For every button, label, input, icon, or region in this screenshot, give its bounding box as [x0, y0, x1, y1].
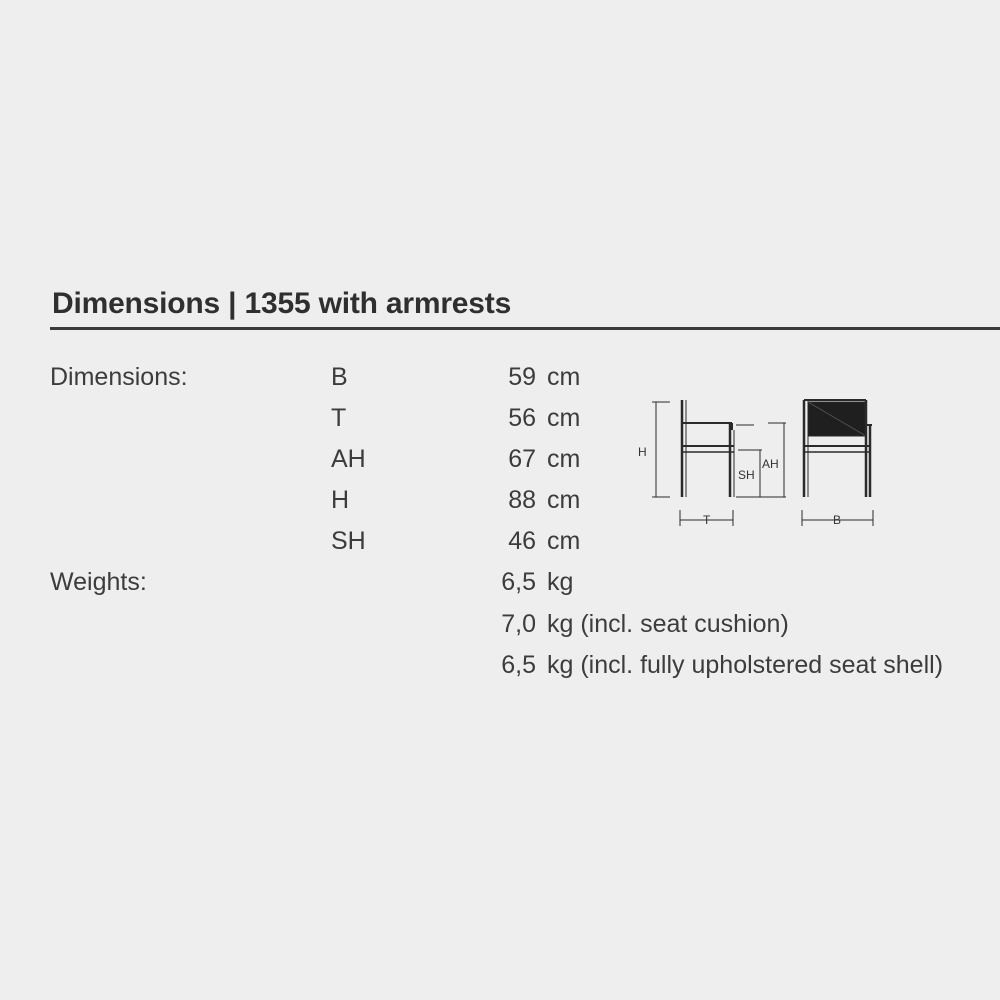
dimension-code-sh: SH: [331, 527, 366, 555]
dimension-value-sh: 46: [508, 527, 536, 555]
dimensions-label: Dimensions:: [50, 363, 188, 391]
dimension-code-h: H: [331, 486, 350, 514]
dimension-value-t: 56: [508, 404, 536, 432]
dimension-value-b: 59: [508, 363, 536, 391]
dimension-code-ah: AH: [331, 445, 366, 473]
weight-value-upholstered: 6,5: [501, 651, 536, 679]
diagram-label-sh: SH: [738, 468, 755, 482]
diagram-label-t: T: [703, 513, 711, 527]
page-title: Dimensions | 1355 with armrests: [52, 287, 512, 320]
dimension-value-ah: 67: [508, 445, 536, 473]
diagram-label-ah: AH: [762, 457, 779, 471]
weight-unit-cushion: kg (incl. seat cushion): [547, 610, 789, 638]
chair-side-view: [682, 400, 734, 497]
diagram-label-b: B: [833, 513, 842, 527]
dimension-value-h: 88: [508, 486, 536, 514]
dimension-code-t: T: [331, 404, 347, 432]
title-divider: [50, 327, 1000, 330]
dimension-unit-sh: cm: [547, 527, 581, 555]
weights-label: Weights:: [50, 568, 147, 596]
dimension-unit-b: cm: [547, 363, 581, 391]
weight-unit-upholstered: kg (incl. fully upholstered seat shell): [547, 651, 944, 679]
weight-unit: kg: [547, 568, 574, 596]
dimension-code-b: B: [331, 363, 348, 391]
dimension-unit-ah: cm: [547, 445, 581, 473]
dimension-unit-t: cm: [547, 404, 581, 432]
weight-value-cushion: 7,0: [501, 610, 536, 638]
dimension-unit-h: cm: [547, 486, 581, 514]
diagram-label-h: H: [638, 445, 647, 459]
weight-value: 6,5: [501, 568, 536, 596]
chair-front-view: [804, 400, 872, 497]
chair-dimension-diagram: [630, 390, 890, 530]
